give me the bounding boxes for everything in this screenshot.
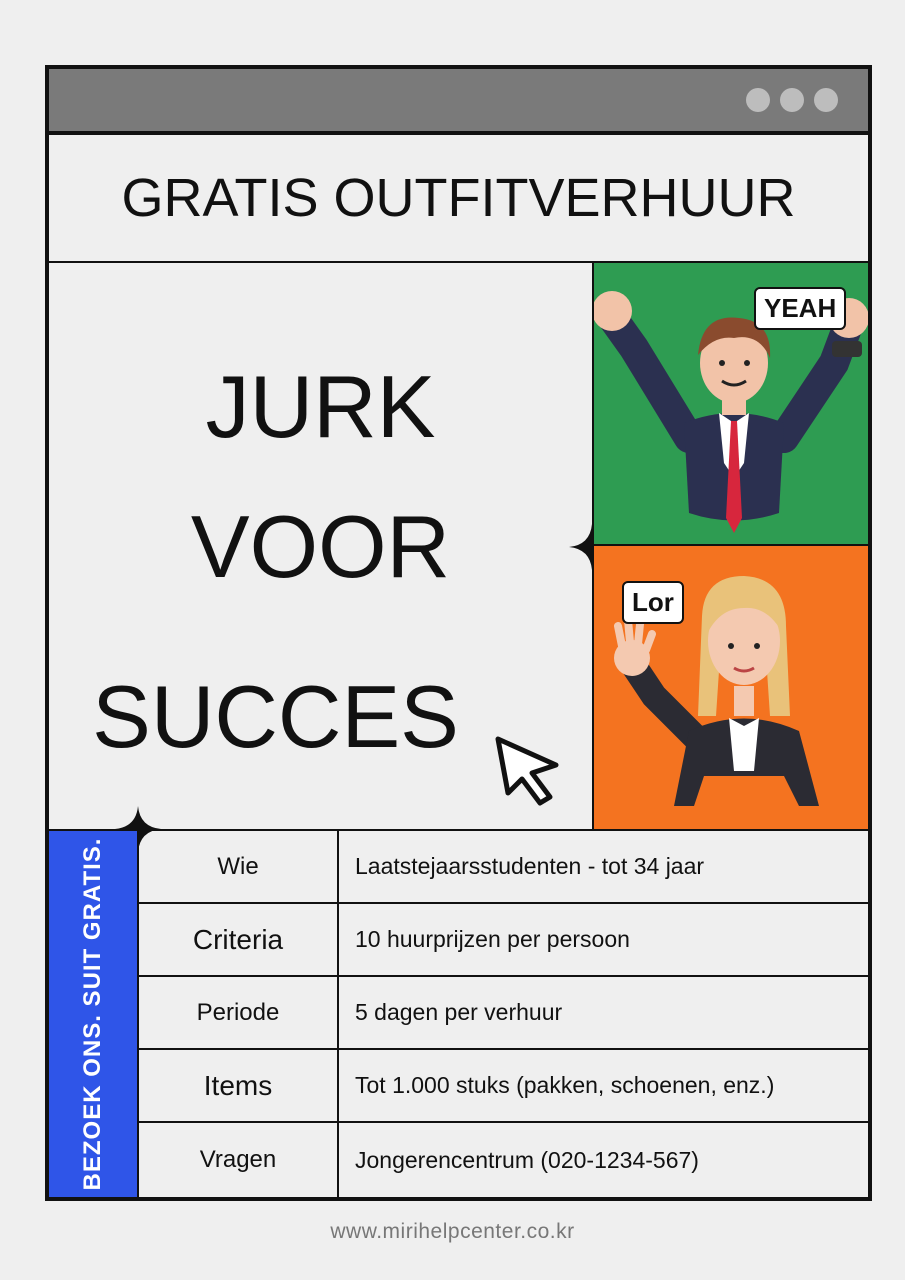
hero-line-1: JURK — [205, 357, 436, 456]
cursor-arrow-icon — [494, 735, 566, 807]
poster-title: GRATIS OUTFITVERHUUR — [49, 135, 868, 263]
row-value: Jongerencentrum (020-1234-567) — [355, 1146, 699, 1173]
window-dot-icon[interactable] — [780, 88, 804, 112]
row-value: Laatstejaarsstudenten - tot 34 jaar — [355, 853, 705, 879]
window-titlebar — [49, 69, 868, 135]
window-dot-icon[interactable] — [746, 88, 770, 112]
window-dot-icon[interactable] — [814, 88, 838, 112]
hero-line-2: VOOR — [190, 497, 451, 596]
row-value: 5 dagen per verhuur — [355, 999, 563, 1025]
browser-window — [45, 65, 872, 1201]
hero-section — [49, 263, 594, 831]
row-value: 10 huurprijzen per persoon — [355, 926, 630, 952]
sidebar-vertical-banner — [49, 831, 139, 1197]
info-table — [139, 831, 868, 1197]
table-row — [139, 831, 868, 904]
table-row — [139, 904, 868, 977]
hero-line-3: SUCCES — [92, 667, 459, 766]
table-row — [139, 977, 868, 1050]
woman-illustration-panel — [594, 546, 868, 831]
row-label: Periode — [139, 977, 339, 1048]
footer-url[interactable]: www.mirihelpcenter.co.kr — [330, 1220, 575, 1243]
row-value: Tot 1.000 stuks (pakken, schoenen, enz.) — [355, 1072, 775, 1098]
sidebar-label: BEZOEK ONS. SUIT GRATIS. — [79, 837, 106, 1191]
man-illustration-panel — [594, 263, 868, 546]
table-row — [139, 1123, 868, 1197]
speech-bubble-man: YEAH — [754, 287, 846, 330]
row-label: Vragen — [139, 1123, 339, 1197]
table-row — [139, 1050, 868, 1123]
speech-bubble-woman: Lor — [622, 581, 684, 624]
row-label: Wie — [139, 831, 339, 902]
row-label: Criteria — [139, 904, 339, 975]
row-label: Items — [139, 1050, 339, 1121]
